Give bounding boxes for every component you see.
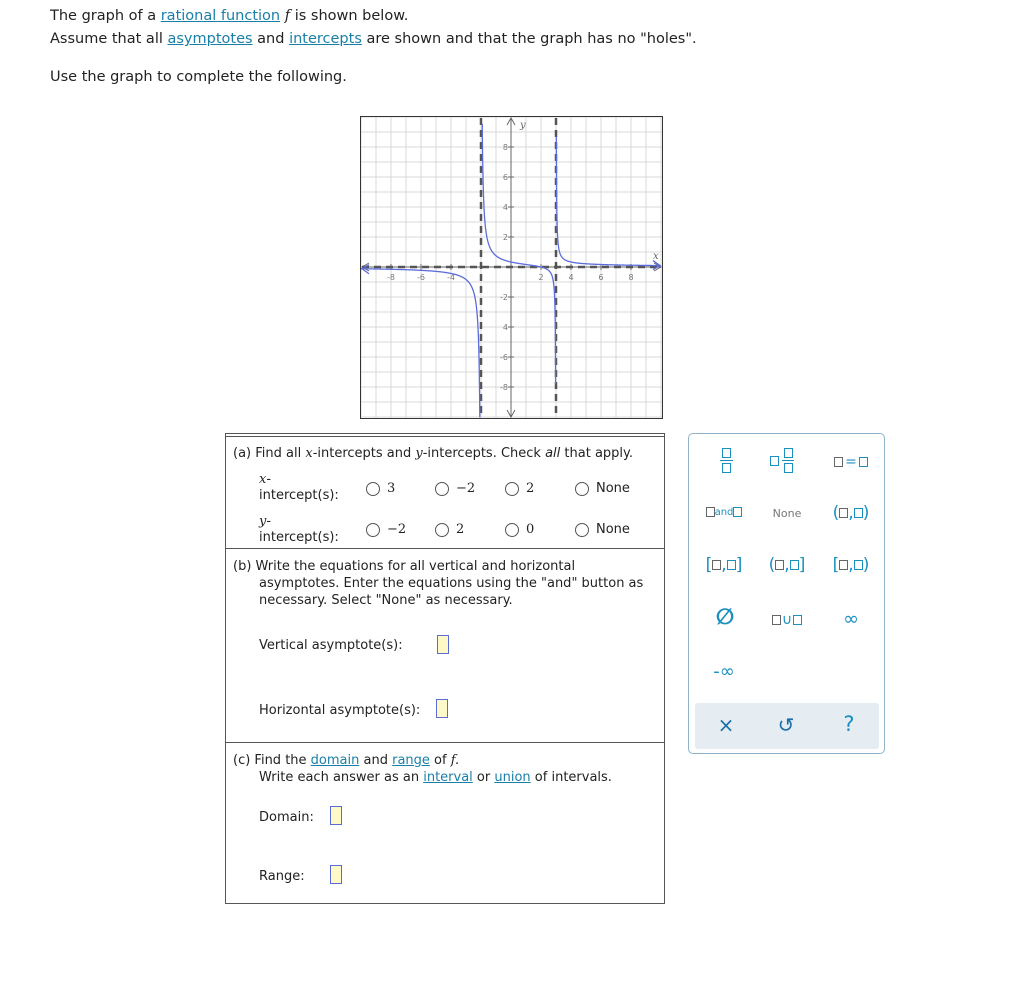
y-tick-label: 2 [502,233,508,242]
x-tick-label: -6 [417,273,425,282]
infinity-button[interactable]: ∞ [843,608,859,630]
negative-infinity-button[interactable]: -∞ [713,661,735,682]
rational-function-graph [360,116,663,419]
y-tick-label: -2 [500,293,508,302]
domain-link[interactable]: domain [310,753,360,768]
help-icon[interactable]: ? [843,712,855,736]
close-icon[interactable]: × [717,713,735,737]
y-intercept-label: y- intercept(s): [259,514,339,545]
part-a-prompt: (a) Find all x-intercepts and y-intercepts. Check all that apply. [233,446,634,461]
mixed-number-button[interactable] [770,448,804,473]
curve-right-branch [556,137,661,266]
range-input[interactable] [330,865,342,884]
closed-interval-button[interactable]: [ , ] [705,555,743,575]
horizontal-asymptote-input[interactable] [436,699,448,718]
union-link[interactable]: union [494,770,531,785]
and-button[interactable]: and [702,507,746,518]
y-tick-label: 4 [502,323,508,332]
y-tick-label: 6 [502,173,508,182]
undo-icon[interactable]: ↺ [777,713,795,737]
range-label: Range: [259,869,305,884]
curve-middle-branch [482,124,555,384]
x-tick-label: -4 [447,273,455,282]
vertical-asymptote-label: Vertical asymptote(s): [259,638,403,653]
x-tick-label: -8 [387,273,395,282]
interval-link[interactable]: interval [423,770,473,785]
x-tick-label: 4 [568,273,574,282]
intro-instruction: Use the graph to complete the following. [50,69,347,85]
x-tick-label: 8 [628,273,634,282]
none-button[interactable]: None [772,507,802,520]
y-intercept-option-none[interactable]: None [575,522,630,537]
horizontal-asymptote-label: Horizontal asymptote(s): [259,703,421,718]
intro-line-2: Assume that all asymptotes and intercepts are shown and that the graph has no "holes". [50,31,697,47]
fraction-button[interactable] [716,448,736,473]
domain-label: Domain: [259,810,314,825]
asymptotes-link[interactable]: asymptotes [167,31,253,47]
x-tick-label: 2 [538,273,544,282]
question-panel [225,433,665,904]
x-intercept-label: x- intercept(s): [259,472,339,503]
y-intercept-option-0[interactable]: 0 [505,522,534,537]
x-intercept-option-none[interactable]: None [575,481,630,496]
y-tick-label: 4 [502,203,508,212]
x-intercept-option-2[interactable]: 2 [505,481,534,496]
y-axis-label: y [520,120,526,131]
intercepts-link[interactable]: intercepts [289,31,362,47]
tick-labels [387,120,659,392]
x-axis-label: x [653,251,659,262]
y-intercept-option-neg2[interactable]: −2 [366,522,406,537]
vertical-asymptote-input[interactable] [437,635,449,654]
range-link[interactable]: range [392,753,430,768]
open-interval-button[interactable]: ( , ) [832,503,870,523]
x-tick-label: 6 [598,273,604,282]
union-button[interactable]: ∪ [767,612,807,628]
domain-input[interactable] [330,806,342,825]
empty-set-button[interactable]: ∅ [715,605,735,630]
part-b-prompt: (b) Write the equations for all vertical and horizontal asymptotes. Enter the equations using the "and" button as necessary. Select "None" as necessary. [233,559,644,608]
curve-left-branch [361,269,480,418]
y-tick-label: 8 [502,143,508,152]
keypad-action-bar [695,703,879,749]
y-intercept-option-2[interactable]: 2 [435,522,464,537]
intro-line-1: The graph of a rational function f is shown below. [50,8,409,24]
math-keypad [688,433,885,754]
x-intercept-option-neg2[interactable]: −2 [435,481,475,496]
x-intercept-option-3[interactable]: 3 [366,481,395,496]
left-open-interval-button[interactable]: ( , ] [768,555,806,575]
rational-function-link[interactable]: rational function [160,8,281,24]
y-tick-label: -8 [500,383,508,392]
y-tick-label: -6 [500,353,508,362]
left-closed-interval-button[interactable]: [ , ) [832,555,870,575]
part-c-prompt: (c) Find the domain and range of f. Write each answer as an interval or union of intervals. [233,753,612,785]
equals-button[interactable]: = [830,454,872,470]
